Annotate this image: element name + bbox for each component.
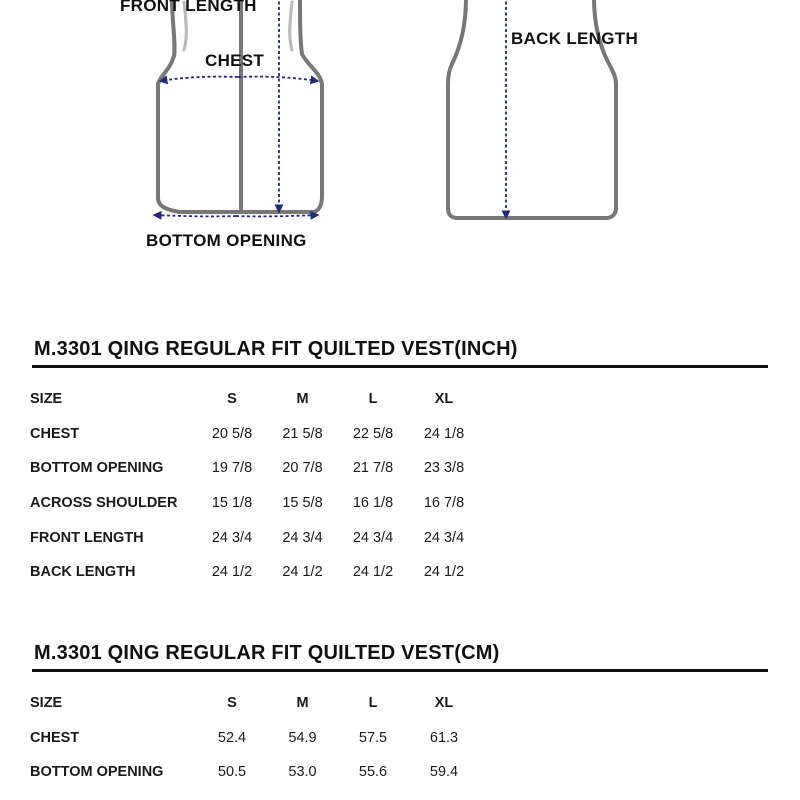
table-cell: 54.9 xyxy=(288,729,317,746)
table-cell: 20 5/8 xyxy=(211,425,253,442)
table-cell: 20 7/8 xyxy=(282,460,323,477)
bottom-opening-arrow xyxy=(154,215,236,216)
table-title: M.3301 QING REGULAR FIT QUILTED VEST(CM) xyxy=(34,642,500,664)
column-header: L xyxy=(368,695,378,712)
measurement-name: CHEST xyxy=(30,729,80,746)
measurement-name: BACK LENGTH xyxy=(30,564,136,581)
table-row xyxy=(30,520,480,555)
column-header: L xyxy=(368,391,378,408)
section-divider xyxy=(32,669,768,672)
table-cell: 24 1/2 xyxy=(211,564,253,581)
table-header-row xyxy=(30,382,480,417)
chest-arrow xyxy=(160,77,238,81)
table-cell: 52.4 xyxy=(217,729,247,746)
table-title: M.3301 QING REGULAR FIT QUILTED VEST(INCH) xyxy=(34,338,518,360)
table-cell: 23 3/8 xyxy=(423,460,465,477)
section-divider xyxy=(32,365,768,368)
table-cell: 15 5/8 xyxy=(282,495,323,512)
table-row xyxy=(30,555,480,590)
measurement-arrows xyxy=(154,0,506,218)
table-cell: 22 5/8 xyxy=(352,425,394,442)
table-cell: 16 1/8 xyxy=(352,495,394,512)
vest-measurement-diagram xyxy=(0,0,800,260)
column-header: SIZE xyxy=(30,695,63,712)
table-cell: 61.3 xyxy=(429,729,459,746)
column-header: M xyxy=(296,695,309,712)
table-cell: 57.5 xyxy=(358,729,388,746)
measurement-name: ACROSS SHOULDER xyxy=(30,495,178,512)
front-length-label: FRONT LENGTH xyxy=(120,0,257,15)
table-row xyxy=(30,721,480,756)
table-cell: 21 7/8 xyxy=(352,460,394,477)
table-cell: 16 7/8 xyxy=(423,495,465,512)
table-cell: 21 5/8 xyxy=(282,425,323,442)
table-row xyxy=(30,451,480,486)
back-length-label: BACK LENGTH xyxy=(511,29,639,48)
table-cell: 24 1/2 xyxy=(282,564,323,581)
table-cell: 24 3/4 xyxy=(211,529,253,546)
column-header: M xyxy=(296,391,309,408)
table-cell: 24 3/4 xyxy=(352,529,394,546)
table-row xyxy=(30,755,480,790)
measurement-name: BOTTOM OPENING xyxy=(30,460,164,477)
size-table xyxy=(30,382,480,590)
measurement-name: FRONT LENGTH xyxy=(30,529,144,546)
table-header-row xyxy=(30,686,480,721)
table-cell: 24 1/2 xyxy=(352,564,394,581)
column-header: XL xyxy=(434,391,454,408)
table-cell: 15 1/8 xyxy=(211,495,253,512)
measurement-name: BOTTOM OPENING xyxy=(30,764,164,781)
table-cell: 24 1/2 xyxy=(423,564,465,581)
table-row xyxy=(30,486,480,521)
bottom-opening-label: BOTTOM OPENING xyxy=(146,231,307,250)
column-header: XL xyxy=(434,695,454,712)
measurement-name: CHEST xyxy=(30,425,80,442)
front-vest-outline xyxy=(158,0,322,212)
table-row xyxy=(30,417,480,452)
table-cell: 59.4 xyxy=(429,764,459,781)
table-cell: 24 3/4 xyxy=(282,529,323,546)
table-cell: 19 7/8 xyxy=(211,460,253,477)
chest-label: CHEST xyxy=(205,51,265,70)
table-cell: 50.5 xyxy=(217,764,247,781)
table-cell: 53.0 xyxy=(288,764,317,781)
column-header: SIZE xyxy=(30,391,63,408)
table-cell: 55.6 xyxy=(358,764,388,781)
column-header: S xyxy=(227,695,237,712)
table-cell: 24 3/4 xyxy=(423,529,465,546)
size-table xyxy=(30,686,480,790)
column-header: S xyxy=(227,391,237,408)
table-cell: 24 1/8 xyxy=(423,425,465,442)
